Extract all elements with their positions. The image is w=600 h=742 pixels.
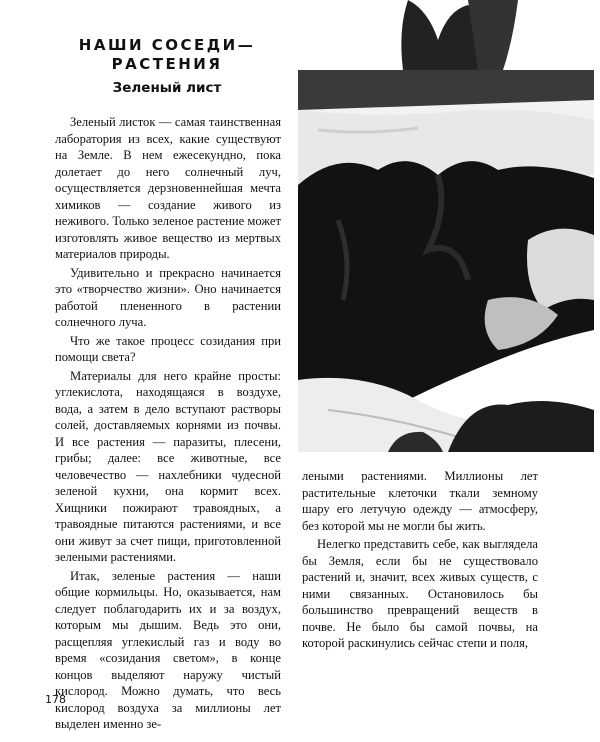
right-text-column [302,468,538,654]
paragraph: Что же такое процесс созидания при помощи света? [55,333,281,364]
heading-line-1: НАШИ СОСЕДИ— [78,36,256,54]
paragraph: Удивительно и прекрасно начинается это «творчество жизни». Оно начинается работой плененного в растении солнечного луча. [55,265,281,329]
paragraph: Материалы для него крайне просты: углекислота, находящаяся в воздухе, вода, а затем в дело вступают растворы солей, доставляемых корнями из почвы. И все растения — паразиты, плесени, грибы; далее: все животные, все человечество — нахлебники чудесной зеленой кухни, она кормит всех. Хищники пожирают травоядных, а травоядные питаются растениями, и все они живут за счет пищи, приготовленной зелеными растениями. [55,368,281,564]
paragraph: Итак, зеленые растения — наши общие кормильцы. Но, оказывается, нам следует поблагодарить их и за воздух, которым мы дышим. Ведь это они, расщепляя углекислый газ и воду во время «созидания светом», в конце концов выделяют наружу чистый кислород. Можно думать, что весь кислород воздуха за миллионы лет выделен именно зе- [55,568,281,731]
left-text-column [55,114,281,735]
article-heading [52,36,282,74]
page-number: 178 [45,693,66,706]
article-subheading: Зеленый лист [112,80,222,96]
paragraph: леными растениями. Миллионы лет растительные клеточки ткали земному шару его летучую одежду — атмосферу, без которой мы не могли бы жить. [302,469,538,533]
paragraph: Нелегко представить себе, как выглядела бы Земля, если бы не существовало растений и, значит, всех живых существ, с ними связанных. Остановилось бы большинство превращений веществ в почве. Не было бы самой почвы, на которой раскинулись сейчас степи и поля, [302,537,538,650]
landscape-photo [298,0,594,452]
heading-line-2: РАСТЕНИЯ [111,55,223,73]
paragraph: Зеленый листок — самая таинственная лаборатория из всех, какие существуют на Земле. В нем ежесекундно, пока долетает до него солнечный луч, осуществляется дерзновеннейшая мечта химиков — создание живого из неживого. Только зеленое растение может изготовлять живое вещество из мертвых материалов природы. [55,115,281,261]
